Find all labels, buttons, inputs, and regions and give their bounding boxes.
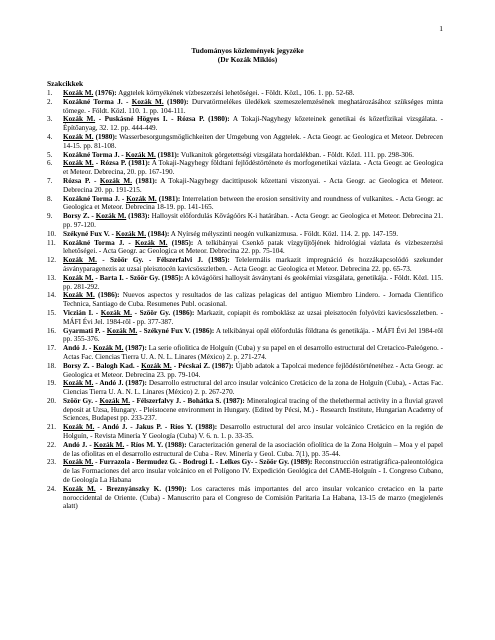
list-item: [47, 212, 443, 230]
list-item: [47, 177, 443, 195]
item-number: 11.: [47, 238, 56, 247]
item-text: A Nyírség mélyszinti neogén vulkanizmusa. - Földt. Közl. 114. 2. pp. 147-159.: [169, 229, 399, 238]
author-highlight: Kozák M.: [63, 273, 94, 282]
item-number: 19.: [47, 379, 56, 388]
list-item: [47, 485, 443, 511]
author-highlight: Kozák M.: [63, 132, 94, 141]
item-text: Markazit, copiapit és romboklász az uzsai pleisztocén folyóvízi kavicsösszletben. - MÁFI Évi Jel. 1984-ről - pp. 377-387.: [63, 308, 443, 326]
author-prefix: Viczián I. -: [63, 308, 101, 317]
author-highlight: Kozák M.: [63, 159, 94, 168]
author-suffix: - Félszerfalvy J. - Bohátka S. (1987):: [130, 396, 245, 405]
item-number: 9.: [47, 212, 53, 221]
item-number: 22.: [47, 440, 56, 449]
item-authors: [63, 256, 230, 264]
title-line-2: (Dr Kozák Miklós): [217, 55, 278, 64]
item-text: Vulkanitok görgetettségi vizsgálata hordalékban. - Földt. Közl. 111. pp. 298-306.: [179, 150, 414, 159]
item-text: A Tokaji-Nagyhegy földtani fejlődéstörténete és morfogenetikai vázlata. - Acta Geogr. ac Geologica et Meteor. Debrecina, 20. pp. 167-190.: [63, 159, 444, 177]
author-suffix: (1987):: [123, 344, 147, 353]
list-item: [47, 327, 443, 345]
list-item: [47, 89, 443, 98]
document-title: [0, 46, 495, 64]
author-suffix: (1976):: [93, 89, 117, 97]
author-prefix: Székyné Fux V. -: [63, 229, 116, 238]
page-number: 1: [439, 24, 443, 33]
item-authors: [63, 212, 150, 220]
author-suffix: - Rózsa P. (1981):: [93, 159, 150, 168]
item-number: 5.: [47, 150, 53, 159]
item-authors: [63, 397, 245, 405]
author-highlight: Kozák M.: [63, 89, 94, 97]
item-number: 14.: [47, 291, 56, 300]
item-text: Aggtelek környékének vízbeszerzési lehetőségei. - Földt. Közl., 106. 1. pp. 52-68.: [116, 89, 355, 97]
list-item: [47, 256, 443, 274]
author-highlight: Kozák M.: [141, 361, 172, 370]
item-authors: [63, 195, 180, 203]
author-highlight: Kozák M.: [106, 326, 138, 335]
list-item: [47, 379, 443, 397]
author-suffix: (1983):: [126, 212, 150, 221]
list-item: [47, 133, 443, 151]
item-number: 20.: [47, 396, 56, 405]
list-item: [47, 309, 443, 327]
item-text: Durvatörmelékes üledékek szemeszelemzésének meghatározásához szükséges minta tömege. - Földt. Közl. 110. 1. pp. 104-111.: [63, 97, 443, 115]
author-prefix: Borsy Z. -: [63, 212, 96, 221]
author-suffix: (1984):: [146, 229, 170, 238]
item-authors: [63, 291, 120, 299]
author-prefix: Rózsa P. -: [63, 176, 100, 185]
list-item: [47, 159, 443, 177]
author-prefix: Kozákné Torma J. -: [63, 238, 135, 247]
item-text: Los caracteres más importantes del arco insular volcanico cretacico en la parte noroccidental de Oriente. (Cuba) - Manuscrito para el Congreso de Comisión Paritaria La Habana, 13-15 de marzo (megjelenés alatt): [63, 484, 443, 511]
item-number: 21.: [47, 423, 56, 432]
item-text: Desarrollo estructural del arco insular volcánico Cretácico en la región de Holguín, - Revista Minería Y Geología (Cuba) V. 6. n. 1. p. 33-35.: [63, 423, 444, 441]
author-prefix: Szöör Gy. -: [63, 396, 100, 405]
author-suffix: - Barta I. - Szöör Gy. (1985):: [93, 273, 184, 282]
author-suffix: - Breznyánszky K. (1990):: [95, 484, 187, 493]
item-text: Újabb adatok a Tapolcai medence fejlődéstörténetéhez - Acta Geogr. ac Geologica et Meteor. Debrecina 23. pp. 79-104.: [63, 361, 444, 379]
author-suffix: - Pécskai Z. (1987):: [171, 361, 234, 370]
item-authors: [63, 379, 147, 387]
author-suffix: (1986):: [94, 291, 120, 300]
item-authors: [63, 327, 214, 335]
author-prefix: Kozákné Torma J. -: [63, 194, 127, 203]
item-authors: [63, 423, 217, 431]
author-prefix: Andó J. -: [63, 344, 94, 353]
list-item: [47, 98, 443, 116]
author-suffix: - Puskásné Högyes I. - Rózsa P. (1980):: [95, 115, 230, 124]
item-text: A telkibányai opál előfordulás földtana és genetikája. - MÁFI Évi Jel 1984-ről pp. 355-376.: [63, 326, 443, 344]
author-suffix: (1981):: [155, 150, 180, 159]
author-suffix: - Andó J. (1987):: [93, 379, 147, 388]
author-highlight: Kozák M.: [125, 150, 156, 159]
item-authors: [63, 239, 193, 247]
author-suffix: (1981):: [156, 194, 181, 203]
item-number: 4.: [47, 132, 53, 141]
title-line-1: Tudományos közlemények jegyzéke: [191, 46, 304, 55]
author-highlight: Kozák M.: [134, 238, 168, 247]
author-highlight: Kozák M.: [63, 379, 94, 388]
item-authors: [63, 133, 117, 141]
author-suffix: (1980):: [93, 132, 118, 141]
author-highlight: Kozák M.: [63, 256, 97, 265]
author-highlight: Kozák M.: [131, 97, 164, 106]
list-item: [47, 344, 443, 362]
author-prefix: Andó J. -: [63, 440, 94, 449]
list-item: [47, 423, 443, 441]
author-highlight: Kozák M.: [100, 308, 132, 317]
author-highlight: Kozák M.: [93, 440, 125, 449]
item-authors: [63, 344, 147, 352]
item-text: Reconstrucción estratigráfica-paleontológica de las Formaciones del arco insular volcánico en el Polígono IV. Expedición Geológica del CAME-Holguín - I. Congreso Cubano, de Geología La Habana: [63, 458, 443, 485]
item-authors: [63, 177, 157, 185]
item-number: 13.: [47, 273, 56, 282]
list-item: [47, 397, 443, 423]
list-item: [47, 362, 443, 380]
author-suffix: - Székyné Fux V. (1986):: [137, 326, 215, 335]
author-highlight: Kozák M.: [115, 229, 146, 238]
list-item: [47, 195, 443, 213]
author-highlight: Kozák M.: [63, 423, 95, 432]
author-highlight: Kozák M.: [63, 458, 94, 467]
item-text: Mineralogical tracing of the thelethermal activity in a fluvial gravel deposit at Uzsa, Hungary. - Pleistocene environment in Hungary. (Edited by Pécsi, M.) - Research Institute, Hungarian Academy of Sciences, Budapest pp. 233-237.: [63, 396, 444, 423]
list-item: [47, 230, 443, 239]
item-text: Desarrollo estructural del arco insular volcánico Cretácico de la zona de Holguín (Cuba), - Actas Fac. Ciencias Tierra U. A. N. L. Linares (México) 2. p. 267-270.: [63, 379, 443, 397]
author-suffix: (1985):: [167, 238, 194, 247]
author-prefix: Gyarmati P. -: [63, 326, 107, 335]
item-number: 16.: [47, 326, 56, 335]
author-highlight: Kozák M.: [99, 176, 132, 185]
item-text: Halloysit előfordulás Kővágóörs K-i határában. - Acta Geogr. ac Geologica et Meteor. Debrecina 21. pp. 97-120.: [63, 212, 444, 229]
author-highlight: Kozák M.: [63, 484, 96, 493]
author-suffix: (1980):: [163, 97, 189, 106]
author-highlight: Kozák M.: [99, 396, 131, 405]
item-authors: [63, 115, 230, 123]
item-number: 17.: [47, 344, 56, 353]
author-prefix: Kozákné Torma J. -: [63, 150, 126, 159]
author-highlight: Kozák M.: [63, 115, 96, 124]
item-authors: [63, 309, 194, 317]
author-suffix: (1981):: [132, 176, 158, 185]
item-text: Wasserbesorgungsmöglichkeiten der Umgebung von Aggtelek. - Acta Geogr. ac Geologica et Meteor. Debrecen 14-15. pp. 81-108.: [63, 132, 444, 150]
item-number: 15.: [47, 308, 56, 317]
publication-list: [47, 89, 443, 511]
item-authors: [63, 159, 150, 167]
item-text: A telkibányai Csenkő patak vízgyűjtőjének hidrológiai vázlata és vízbeszerzési lehetőségei. - Acta Geogr. ac Geologica et Meteor. Debrecina 22. pp. 75-104.: [63, 238, 444, 256]
item-authors: [63, 441, 187, 449]
item-text: A Tokaji-Nagyhegy dacittipusok kőzettani viszonyai. - Acta Geogr. ac Geologica et Meteor. Debrecina 20. pp. 191-215.: [63, 176, 443, 194]
list-item: [47, 291, 443, 309]
author-suffix: - Szöör Gy. (1986):: [131, 308, 195, 317]
author-suffix: - Ríos M. Y. (1988):: [124, 440, 187, 449]
list-item: [47, 239, 443, 257]
item-number: 10.: [47, 229, 56, 238]
item-authors: [63, 230, 169, 238]
item-number: 3.: [47, 115, 53, 124]
item-text: Caracterización general de la asociación ofiolítica de la Zona Holguín – Moa y el papel de las ofiolitas en el desarrollo estructural de Cuba - Rev. Minería y Geol. Cuba. 7(1), pp. 35-44.: [63, 440, 444, 458]
item-authors: [63, 89, 117, 97]
item-number: 2.: [47, 97, 53, 106]
item-text: Telelermális markazit impregnáció és hozzákapcsolódó szekunder ásványparagenezis az uzsai pleisztocén kavicsösszletben. - Acta Geogr. ac Geologica et Meteor. Debrecina 22. pp. 65-73.: [63, 256, 443, 273]
item-text: La serie ofiolitica de Holguín (Cuba) y su papel en el desarrollo estructural del Cretacico-Paleógeno. - Actas Fac. Ciencias Tierra U. A. N. L. Linares (México) 2. p. 271-274.: [63, 344, 443, 361]
author-highlight: Kozák M.: [95, 212, 127, 221]
author-suffix: - Szöör Gy. - Félszerfalvi J. (1985):: [96, 256, 230, 265]
list-item: [47, 115, 443, 133]
author-suffix: - Furrazola - Bermudez G. - Bodrogi I. - Lelkes Gy- - Szöör Gy. (1989):: [93, 458, 313, 467]
author-prefix: Kozákné Torma J. -: [63, 97, 132, 106]
item-authors: [63, 362, 234, 370]
item-authors: [63, 274, 183, 282]
item-text: Nuevos aspectos y resultados de las calizas pelagicas del antiguo Miembro Lindero. - Jornada Cientifico Technica, Santiago de Cuba. Resumenes Publ. ocasional.: [63, 291, 444, 309]
list-item: [47, 151, 443, 160]
item-text: A Tokaji-Nagyhegy kőzeteinek genetikai és kőzetfizikai vizsgálata. - Építőanyag, 32. 12. pp. 444-449.: [63, 115, 443, 133]
list-item: [47, 441, 443, 459]
author-highlight: Kozák M.: [63, 291, 95, 300]
item-number: 12.: [47, 256, 56, 265]
item-number: 24.: [47, 484, 56, 493]
item-number: 1.: [47, 89, 53, 97]
item-number: 8.: [47, 194, 53, 203]
item-number: 23.: [47, 458, 56, 467]
item-number: 7.: [47, 176, 53, 185]
item-authors: [63, 485, 187, 493]
item-text: A kővágóörsi halloysit ásványtani és geokémiai vizsgálata, genetikája. - Földt. Közl. 115. pp. 281-292.: [63, 273, 444, 291]
author-suffix: - Andó J. - Jakus P. - Ríos Y. (1988):: [94, 423, 218, 432]
section-heading: Szakcikkek: [47, 79, 84, 88]
author-highlight: Kozák M.: [93, 344, 124, 353]
author-prefix: Borsy Z. - Balogh Kad. -: [63, 361, 142, 370]
item-number: 6.: [47, 159, 53, 168]
list-item: [47, 274, 443, 292]
author-highlight: Kozák M.: [126, 194, 157, 203]
item-authors: [63, 458, 312, 466]
item-authors: [63, 98, 189, 106]
item-text: Interrelation between the erosion sensitivity and roundness of vulkanites. - Acta Geogr. ac Geologica et Meteor. Debrecina 18-19. pp. 141-165.: [63, 194, 444, 212]
item-number: 18.: [47, 361, 56, 370]
list-item: [47, 458, 443, 484]
item-authors: [63, 151, 179, 159]
